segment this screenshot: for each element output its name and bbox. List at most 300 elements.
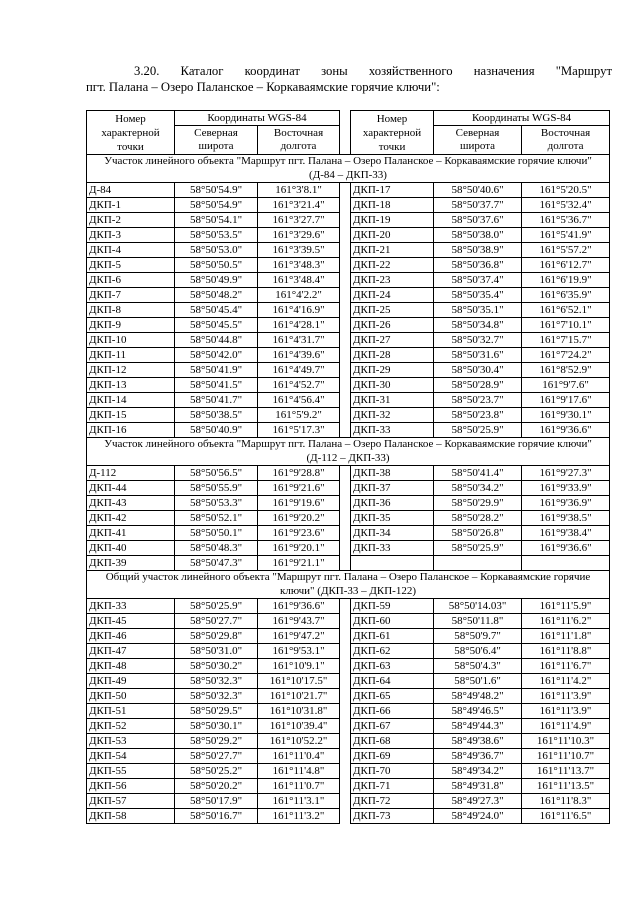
left-point-cell: ДКП-48 <box>87 659 175 674</box>
column-gap <box>340 779 351 794</box>
left-north-cell: 58°50'50.1" <box>175 526 258 541</box>
header-coordinates-left: Координаты WGS-84 <box>175 111 340 126</box>
left-point-cell: ДКП-33 <box>87 599 175 614</box>
left-north-cell: 58°50'40.9" <box>175 423 258 438</box>
right-point-cell: ДКП-38 <box>351 466 434 481</box>
left-point-cell: ДКП-3 <box>87 228 175 243</box>
column-gap <box>340 689 351 704</box>
column-gap <box>340 363 351 378</box>
right-east-cell: 161°9'38.4" <box>522 526 610 541</box>
right-point-cell: ДКП-64 <box>351 674 434 689</box>
right-east-cell: 161°11'3.9" <box>522 704 610 719</box>
left-north-cell: 58°50'50.5" <box>175 258 258 273</box>
table-row <box>87 333 610 348</box>
table-row <box>87 764 610 779</box>
right-point-cell: ДКП-27 <box>351 333 434 348</box>
column-gap <box>340 764 351 779</box>
left-point-cell: ДКП-40 <box>87 541 175 556</box>
left-east-cell: 161°11'3.1" <box>258 794 340 809</box>
table-row <box>87 556 610 571</box>
left-point-cell: ДКП-1 <box>87 198 175 213</box>
left-east-cell: 161°3'29.6" <box>258 228 340 243</box>
left-point-cell: ДКП-50 <box>87 689 175 704</box>
right-point-cell: ДКП-71 <box>351 779 434 794</box>
right-east-cell: 161°11'13.5" <box>522 779 610 794</box>
right-east-cell: 161°9'17.6" <box>522 393 610 408</box>
column-gap <box>340 614 351 629</box>
section-header-row <box>87 438 610 466</box>
left-north-cell: 58°50'27.7" <box>175 614 258 629</box>
left-north-cell: 58°50'31.0" <box>175 644 258 659</box>
left-east-cell: 161°10'52.2" <box>258 734 340 749</box>
right-point-cell: ДКП-18 <box>351 198 434 213</box>
left-north-cell: 58°50'25.2" <box>175 764 258 779</box>
column-gap <box>340 704 351 719</box>
right-point-cell: ДКП-34 <box>351 526 434 541</box>
right-north-cell: 58°50'23.8" <box>434 408 522 423</box>
column-gap <box>340 423 351 438</box>
right-north-cell: 58°50'35.4" <box>434 288 522 303</box>
right-east-cell: 161°5'41.9" <box>522 228 610 243</box>
table-row <box>87 378 610 393</box>
left-point-cell: Д-84 <box>87 183 175 198</box>
left-north-cell: 58°50'38.5" <box>175 408 258 423</box>
left-east-cell: 161°10'9.1" <box>258 659 340 674</box>
right-north-cell <box>434 556 522 571</box>
left-east-cell: 161°11'3.2" <box>258 809 340 824</box>
right-east-cell: 161°11'6.7" <box>522 659 610 674</box>
right-east-cell: 161°11'10.7" <box>522 749 610 764</box>
table-row <box>87 719 610 734</box>
right-north-cell: 58°50'34.8" <box>434 318 522 333</box>
right-point-cell: ДКП-36 <box>351 496 434 511</box>
table-row <box>87 243 610 258</box>
column-gap <box>340 273 351 288</box>
right-point-cell: ДКП-66 <box>351 704 434 719</box>
right-point-cell: ДКП-22 <box>351 258 434 273</box>
left-point-cell: ДКП-46 <box>87 629 175 644</box>
left-north-cell: 58°50'41.7" <box>175 393 258 408</box>
left-north-cell: 58°50'29.5" <box>175 704 258 719</box>
right-east-cell: 161°9'36.6" <box>522 541 610 556</box>
right-point-cell: ДКП-61 <box>351 629 434 644</box>
left-north-cell: 58°50'20.2" <box>175 779 258 794</box>
left-point-cell: ДКП-42 <box>87 511 175 526</box>
table-row <box>87 659 610 674</box>
left-north-cell: 58°50'30.1" <box>175 719 258 734</box>
right-east-cell: 161°9'33.9" <box>522 481 610 496</box>
left-point-cell: ДКП-57 <box>87 794 175 809</box>
left-north-cell: 58°50'53.5" <box>175 228 258 243</box>
column-gap <box>340 111 351 155</box>
table-row <box>87 258 610 273</box>
right-east-cell <box>522 556 610 571</box>
right-north-cell: 58°50'29.9" <box>434 496 522 511</box>
right-point-cell: ДКП-23 <box>351 273 434 288</box>
left-east-cell: 161°4'31.7" <box>258 333 340 348</box>
column-gap <box>340 183 351 198</box>
left-point-cell: ДКП-45 <box>87 614 175 629</box>
right-north-cell: 58°49'46.5" <box>434 704 522 719</box>
right-north-cell: 58°50'11.8" <box>434 614 522 629</box>
column-gap <box>340 481 351 496</box>
right-east-cell: 161°5'20.5" <box>522 183 610 198</box>
left-point-cell: ДКП-58 <box>87 809 175 824</box>
column-gap <box>340 348 351 363</box>
table-row <box>87 689 610 704</box>
table-row <box>87 674 610 689</box>
left-east-cell: 161°4'56.4" <box>258 393 340 408</box>
left-point-cell: Д-112 <box>87 466 175 481</box>
left-north-cell: 58°50'42.0" <box>175 348 258 363</box>
left-point-cell: ДКП-47 <box>87 644 175 659</box>
left-east-cell: 161°9'20.2" <box>258 511 340 526</box>
left-point-cell: ДКП-53 <box>87 734 175 749</box>
left-east-cell: 161°9'19.6" <box>258 496 340 511</box>
table-row <box>87 481 610 496</box>
column-gap <box>340 734 351 749</box>
right-east-cell: 161°11'4.2" <box>522 674 610 689</box>
header-east-right: Восточная долгота <box>522 126 610 155</box>
right-east-cell: 161°11'8.3" <box>522 794 610 809</box>
left-east-cell: 161°3'48.3" <box>258 258 340 273</box>
column-gap <box>340 408 351 423</box>
catalog-title <box>86 63 612 95</box>
left-point-cell: ДКП-49 <box>87 674 175 689</box>
left-north-cell: 58°50'30.2" <box>175 659 258 674</box>
left-north-cell: 58°50'52.1" <box>175 511 258 526</box>
column-gap <box>340 659 351 674</box>
left-east-cell: 161°9'20.1" <box>258 541 340 556</box>
right-north-cell: 58°50'23.7" <box>434 393 522 408</box>
table-row <box>87 318 610 333</box>
right-east-cell: 161°6'52.1" <box>522 303 610 318</box>
section-title: Участок линейного объекта "Маршрут пгт. Палана – Озеро Паланское – Коркаваямские горячие ключи" (Д-84 – ДКП-33) <box>87 155 610 183</box>
left-north-cell: 58°50'45.4" <box>175 303 258 318</box>
column-gap <box>340 599 351 614</box>
left-east-cell: 161°9'47.2" <box>258 629 340 644</box>
right-north-cell: 58°50'1.6" <box>434 674 522 689</box>
table-row <box>87 496 610 511</box>
right-east-cell: 161°7'24.2" <box>522 348 610 363</box>
right-east-cell: 161°11'8.8" <box>522 644 610 659</box>
right-point-cell: ДКП-31 <box>351 393 434 408</box>
right-north-cell: 58°50'32.7" <box>434 333 522 348</box>
right-north-cell: 58°49'34.2" <box>434 764 522 779</box>
left-point-cell: ДКП-9 <box>87 318 175 333</box>
left-east-cell: 161°3'27.7" <box>258 213 340 228</box>
table-row <box>87 408 610 423</box>
right-north-cell: 58°50'38.0" <box>434 228 522 243</box>
table-row <box>87 541 610 556</box>
table-row <box>87 704 610 719</box>
column-gap <box>340 288 351 303</box>
catalog-title-line-1: 3.20. Каталог координат зоны хозяйственного назначения "Маршрут <box>134 64 612 78</box>
catalog-title-line-2: пгт. Палана – Озеро Паланское – Коркаваямские горячие ключи": <box>86 80 440 94</box>
right-east-cell: 161°11'6.5" <box>522 809 610 824</box>
column-gap <box>340 378 351 393</box>
right-east-cell: 161°9'7.6" <box>522 378 610 393</box>
right-east-cell: 161°9'38.5" <box>522 511 610 526</box>
column-gap <box>340 243 351 258</box>
left-point-cell: ДКП-51 <box>87 704 175 719</box>
right-east-cell: 161°6'19.9" <box>522 273 610 288</box>
table-row <box>87 393 610 408</box>
column-gap <box>340 496 351 511</box>
right-north-cell: 58°50'26.8" <box>434 526 522 541</box>
right-north-cell: 58°50'30.4" <box>434 363 522 378</box>
right-north-cell: 58°50'37.6" <box>434 213 522 228</box>
left-point-cell: ДКП-2 <box>87 213 175 228</box>
left-point-cell: ДКП-5 <box>87 258 175 273</box>
column-gap <box>340 213 351 228</box>
right-point-cell <box>351 556 434 571</box>
left-east-cell: 161°4'52.7" <box>258 378 340 393</box>
left-point-cell: ДКП-12 <box>87 363 175 378</box>
left-east-cell: 161°9'36.6" <box>258 599 340 614</box>
left-point-cell: ДКП-14 <box>87 393 175 408</box>
right-point-cell: ДКП-24 <box>351 288 434 303</box>
column-gap <box>340 674 351 689</box>
left-north-cell: 58°50'32.3" <box>175 674 258 689</box>
right-point-cell: ДКП-70 <box>351 764 434 779</box>
left-north-cell: 58°50'48.2" <box>175 288 258 303</box>
table-row <box>87 809 610 824</box>
column-gap <box>340 644 351 659</box>
right-point-cell: ДКП-62 <box>351 644 434 659</box>
right-north-cell: 58°49'24.0" <box>434 809 522 824</box>
left-point-cell: ДКП-44 <box>87 481 175 496</box>
left-east-cell: 161°11'4.8" <box>258 764 340 779</box>
left-point-cell: ДКП-6 <box>87 273 175 288</box>
column-gap <box>340 749 351 764</box>
left-north-cell: 58°50'47.3" <box>175 556 258 571</box>
left-north-cell: 58°50'27.7" <box>175 749 258 764</box>
section-title: Участок линейного объекта "Маршрут пгт. Палана – Озеро Паланское – Коркаваямские горячие ключи" (Д-112 – ДКП-33) <box>87 438 610 466</box>
left-east-cell: 161°5'17.3" <box>258 423 340 438</box>
left-east-cell: 161°11'0.4" <box>258 749 340 764</box>
right-north-cell: 58°50'25.9" <box>434 541 522 556</box>
right-east-cell: 161°6'12.7" <box>522 258 610 273</box>
right-east-cell: 161°7'10.1" <box>522 318 610 333</box>
column-gap <box>340 198 351 213</box>
left-north-cell: 58°50'55.9" <box>175 481 258 496</box>
header-point-right: Номер характерной точки <box>351 111 434 155</box>
table-row <box>87 526 610 541</box>
right-north-cell: 58°50'28.2" <box>434 511 522 526</box>
left-point-cell: ДКП-41 <box>87 526 175 541</box>
left-east-cell: 161°10'17.5" <box>258 674 340 689</box>
right-north-cell: 58°50'37.7" <box>434 198 522 213</box>
left-north-cell: 58°50'53.0" <box>175 243 258 258</box>
left-north-cell: 58°50'41.5" <box>175 378 258 393</box>
column-gap <box>340 303 351 318</box>
left-north-cell: 58°50'25.9" <box>175 599 258 614</box>
right-east-cell: 161°11'1.8" <box>522 629 610 644</box>
left-north-cell: 58°50'44.8" <box>175 333 258 348</box>
left-point-cell: ДКП-54 <box>87 749 175 764</box>
header-east-left: Восточная долгота <box>258 126 340 155</box>
right-north-cell: 58°49'27.3" <box>434 794 522 809</box>
header-point-left: Номер характерной точки <box>87 111 175 155</box>
right-north-cell: 58°49'36.7" <box>434 749 522 764</box>
right-east-cell: 161°9'30.1" <box>522 408 610 423</box>
table-header-row <box>87 111 610 126</box>
right-north-cell: 58°49'31.8" <box>434 779 522 794</box>
right-north-cell: 58°50'31.6" <box>434 348 522 363</box>
right-point-cell: ДКП-32 <box>351 408 434 423</box>
left-point-cell: ДКП-10 <box>87 333 175 348</box>
section-title: Общий участок линейного объекта "Маршрут пгт. Палана – Озеро Паланское – Коркаваямские горячие ключи" (ДКП-33 – ДКП-122) <box>87 571 610 599</box>
column-gap <box>340 333 351 348</box>
left-east-cell: 161°10'31.8" <box>258 704 340 719</box>
left-east-cell: 161°3'48.4" <box>258 273 340 288</box>
right-point-cell: ДКП-21 <box>351 243 434 258</box>
right-north-cell: 58°49'44.3" <box>434 719 522 734</box>
table-row <box>87 749 610 764</box>
right-north-cell: 58°50'9.7" <box>434 629 522 644</box>
table-row <box>87 198 610 213</box>
right-point-cell: ДКП-19 <box>351 213 434 228</box>
left-north-cell: 58°50'54.9" <box>175 183 258 198</box>
right-point-cell: ДКП-59 <box>351 599 434 614</box>
right-east-cell: 161°9'36.6" <box>522 423 610 438</box>
right-east-cell: 161°8'52.9" <box>522 363 610 378</box>
table-row <box>87 779 610 794</box>
table-row <box>87 423 610 438</box>
left-east-cell: 161°9'21.6" <box>258 481 340 496</box>
left-north-cell: 58°50'53.3" <box>175 496 258 511</box>
right-east-cell: 161°9'36.9" <box>522 496 610 511</box>
left-east-cell: 161°4'16.9" <box>258 303 340 318</box>
right-point-cell: ДКП-17 <box>351 183 434 198</box>
right-point-cell: ДКП-67 <box>351 719 434 734</box>
right-east-cell: 161°5'36.7" <box>522 213 610 228</box>
right-east-cell: 161°6'35.9" <box>522 288 610 303</box>
left-east-cell: 161°10'39.4" <box>258 719 340 734</box>
right-point-cell: ДКП-37 <box>351 481 434 496</box>
left-east-cell: 161°9'53.1" <box>258 644 340 659</box>
column-gap <box>340 629 351 644</box>
right-north-cell: 58°50'41.4" <box>434 466 522 481</box>
left-point-cell: ДКП-55 <box>87 764 175 779</box>
left-east-cell: 161°4'39.6" <box>258 348 340 363</box>
right-east-cell: 161°9'27.3" <box>522 466 610 481</box>
table-row <box>87 273 610 288</box>
table-row <box>87 794 610 809</box>
right-east-cell: 161°11'5.9" <box>522 599 610 614</box>
right-point-cell: ДКП-26 <box>351 318 434 333</box>
right-north-cell: 58°50'34.2" <box>434 481 522 496</box>
column-gap <box>340 511 351 526</box>
table-row <box>87 228 610 243</box>
right-north-cell: 58°50'37.4" <box>434 273 522 288</box>
column-gap <box>340 794 351 809</box>
right-point-cell: ДКП-73 <box>351 809 434 824</box>
right-point-cell: ДКП-60 <box>351 614 434 629</box>
coordinates-table <box>86 110 610 824</box>
left-north-cell: 58°50'32.3" <box>175 689 258 704</box>
header-coordinates-right: Координаты WGS-84 <box>434 111 610 126</box>
right-point-cell: ДКП-33 <box>351 541 434 556</box>
left-north-cell: 58°50'56.5" <box>175 466 258 481</box>
left-point-cell: ДКП-11 <box>87 348 175 363</box>
left-point-cell: ДКП-43 <box>87 496 175 511</box>
left-point-cell: ДКП-52 <box>87 719 175 734</box>
table-row <box>87 599 610 614</box>
column-gap <box>340 393 351 408</box>
right-point-cell: ДКП-29 <box>351 363 434 378</box>
column-gap <box>340 228 351 243</box>
table-row <box>87 213 610 228</box>
left-north-cell: 58°50'45.5" <box>175 318 258 333</box>
table-row <box>87 466 610 481</box>
left-point-cell: ДКП-15 <box>87 408 175 423</box>
right-north-cell: 58°49'38.6" <box>434 734 522 749</box>
left-east-cell: 161°3'8.1" <box>258 183 340 198</box>
left-east-cell: 161°4'49.7" <box>258 363 340 378</box>
right-north-cell: 58°50'36.8" <box>434 258 522 273</box>
right-north-cell: 58°50'35.1" <box>434 303 522 318</box>
left-point-cell: ДКП-16 <box>87 423 175 438</box>
table-row <box>87 183 610 198</box>
left-east-cell: 161°4'28.1" <box>258 318 340 333</box>
right-north-cell: 58°50'25.9" <box>434 423 522 438</box>
right-point-cell: ДКП-63 <box>351 659 434 674</box>
left-east-cell: 161°4'2.2" <box>258 288 340 303</box>
right-point-cell: ДКП-30 <box>351 378 434 393</box>
table-row <box>87 614 610 629</box>
left-east-cell: 161°5'9.2" <box>258 408 340 423</box>
right-north-cell: 58°49'48.2" <box>434 689 522 704</box>
left-east-cell: 161°9'28.8" <box>258 466 340 481</box>
left-east-cell: 161°9'43.7" <box>258 614 340 629</box>
left-point-cell: ДКП-56 <box>87 779 175 794</box>
header-north-left: Северная широта <box>175 126 258 155</box>
left-north-cell: 58°50'48.3" <box>175 541 258 556</box>
section-header-row <box>87 571 610 599</box>
right-point-cell: ДКП-28 <box>351 348 434 363</box>
right-point-cell: ДКП-25 <box>351 303 434 318</box>
left-east-cell: 161°9'21.1" <box>258 556 340 571</box>
header-north-right: Северная широта <box>434 126 522 155</box>
column-gap <box>340 719 351 734</box>
column-gap <box>340 318 351 333</box>
left-east-cell: 161°9'23.6" <box>258 526 340 541</box>
column-gap <box>340 541 351 556</box>
table-row <box>87 644 610 659</box>
table-row <box>87 363 610 378</box>
left-north-cell: 58°50'29.2" <box>175 734 258 749</box>
left-north-cell: 58°50'16.7" <box>175 809 258 824</box>
left-east-cell: 161°3'21.4" <box>258 198 340 213</box>
left-point-cell: ДКП-39 <box>87 556 175 571</box>
right-east-cell: 161°11'13.7" <box>522 764 610 779</box>
column-gap <box>340 466 351 481</box>
left-point-cell: ДКП-7 <box>87 288 175 303</box>
table-row <box>87 629 610 644</box>
right-point-cell: ДКП-65 <box>351 689 434 704</box>
table-row <box>87 303 610 318</box>
right-north-cell: 58°50'4.3" <box>434 659 522 674</box>
right-point-cell: ДКП-20 <box>351 228 434 243</box>
right-north-cell: 58°50'14.03" <box>434 599 522 614</box>
column-gap <box>340 526 351 541</box>
left-north-cell: 58°50'54.9" <box>175 198 258 213</box>
table-row <box>87 288 610 303</box>
right-north-cell: 58°50'40.6" <box>434 183 522 198</box>
table-row <box>87 511 610 526</box>
